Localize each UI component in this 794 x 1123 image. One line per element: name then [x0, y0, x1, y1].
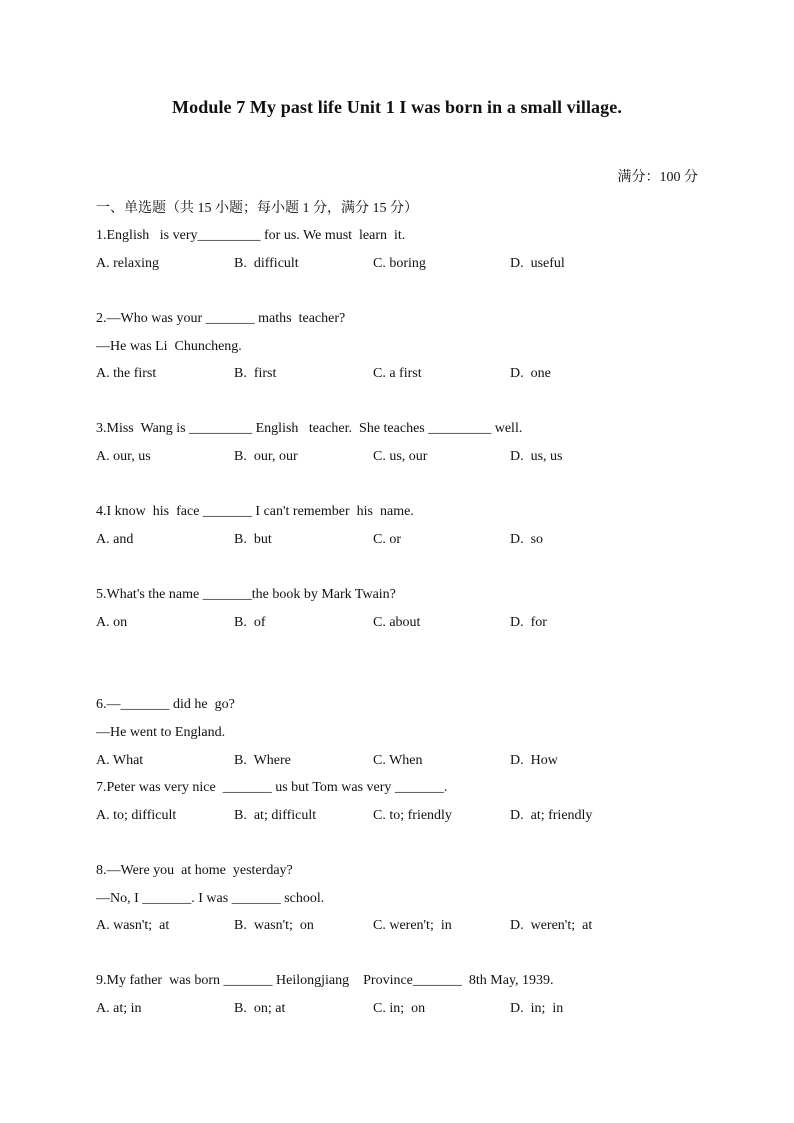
question-3-stem: 3.Miss Wang is _________ English teacher. She teaches _________ well. — [96, 421, 523, 436]
question-1-stem: 1.English is very_________ for us. We must learn it. — [96, 228, 406, 243]
question-2-options — [96, 366, 696, 386]
option-b: B. Where — [234, 753, 291, 768]
option-a: A. wasn't; at — [96, 918, 170, 933]
option-a: A. at; in — [96, 1001, 142, 1016]
option-c: C. weren't; in — [373, 918, 452, 933]
document-title: Module 7 My past life Unit 1 I was born in a small village. — [172, 97, 622, 117]
option-a: A. What — [96, 753, 144, 768]
option-d: D. How — [510, 753, 558, 768]
option-c: C. or — [373, 532, 401, 547]
option-d: D. in; in — [510, 1001, 564, 1016]
question-5-stem: 5.What's the name _______the book by Mark Twain? — [96, 587, 396, 602]
question-2-answer-line: —He was Li Chuncheng. — [96, 339, 242, 354]
question-2-stem: 2.—Who was your _______ maths teacher? — [96, 311, 346, 326]
question-6-options — [96, 753, 696, 773]
section-heading: 一、单选题（共 15 小题；每小题 1 分，满分 15 分） — [96, 201, 418, 216]
question-9-stem: 9.My father was born _______ Heilongjiang Province_______ 8th May, 1939. — [96, 973, 554, 988]
option-b: B. on; at — [234, 1001, 286, 1016]
option-a: A. on — [96, 615, 128, 630]
option-d: D. useful — [510, 256, 565, 271]
option-a: A. and — [96, 532, 134, 547]
option-b: B. first — [234, 366, 277, 381]
question-4-options — [96, 532, 696, 552]
option-c: C. us, our — [373, 449, 428, 464]
option-d: D. us, us — [510, 449, 563, 464]
question-4-stem: 4.I know his face _______ I can't remember his name. — [96, 504, 414, 519]
option-b: B. at; difficult — [234, 808, 317, 823]
full-score: 满分：100 分 — [617, 170, 698, 185]
question-1-options — [96, 256, 696, 276]
option-b: B. wasn't; on — [234, 918, 314, 933]
question-7-stem: 7.Peter was very nice _______ us but Tom was very _______. — [96, 780, 448, 795]
question-6-stem: 6.—_______ did he go? — [96, 697, 235, 712]
question-8-answer-line: —No, I _______. I was _______ school. — [96, 891, 325, 906]
option-a: A. the first — [96, 366, 157, 381]
option-b: B. but — [234, 532, 272, 547]
question-9-options — [96, 1001, 696, 1021]
option-b: B. of — [234, 615, 266, 630]
option-d: D. so — [510, 532, 544, 547]
option-d: D. for — [510, 615, 547, 630]
option-c: C. boring — [373, 256, 426, 271]
question-6-answer-line: —He went to England. — [96, 725, 226, 740]
option-c: C. When — [373, 753, 423, 768]
option-d: D. weren't; at — [510, 918, 593, 933]
option-c: C. a first — [373, 366, 422, 381]
question-7-options — [96, 808, 696, 828]
option-a: A. our, us — [96, 449, 151, 464]
option-c: C. to; friendly — [373, 808, 452, 823]
option-b: B. difficult — [234, 256, 299, 271]
option-c: C. in; on — [373, 1001, 426, 1016]
question-8-options — [96, 918, 696, 938]
option-c: C. about — [373, 615, 421, 630]
question-3-options — [96, 449, 696, 469]
option-a: A. relaxing — [96, 256, 159, 271]
option-d: D. at; friendly — [510, 808, 593, 823]
question-8-stem: 8.—Were you at home yesterday? — [96, 863, 293, 878]
question-5-options — [96, 615, 696, 635]
option-d: D. one — [510, 366, 551, 381]
option-a: A. to; difficult — [96, 808, 177, 823]
option-b: B. our, our — [234, 449, 298, 464]
